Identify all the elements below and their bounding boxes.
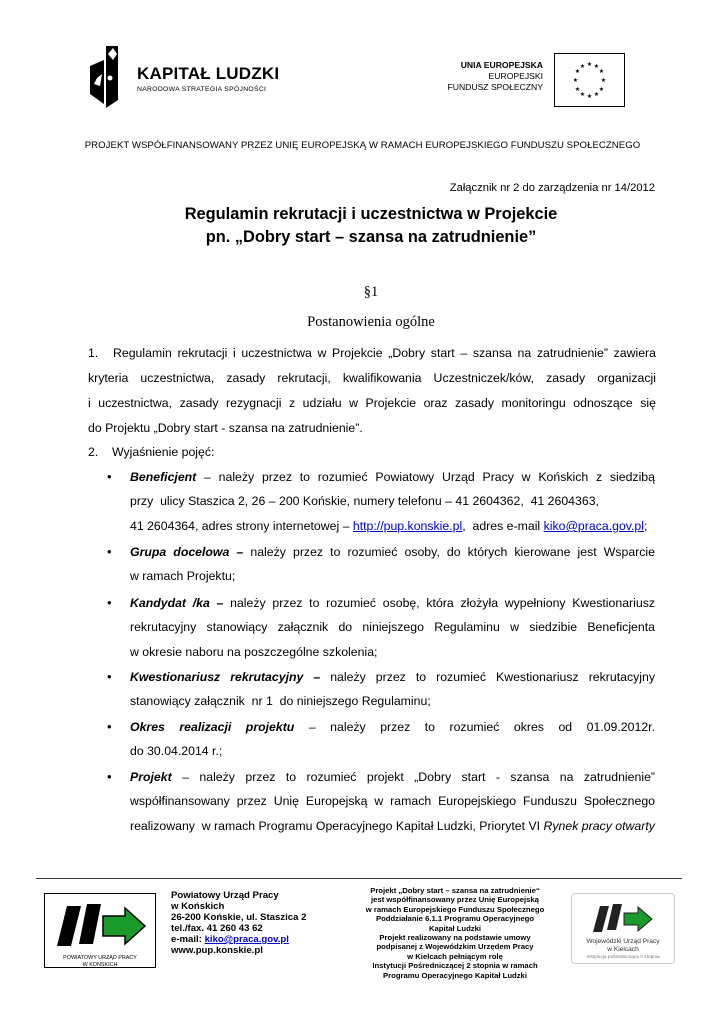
definition-text: ; bbox=[644, 519, 648, 533]
kapital-ludzki-title: KAPITAŁ LUDZKI bbox=[137, 64, 280, 83]
item-1-line: Regulamin rekrutacji i uczestnictwa w Projekcie „Dobry start – szansa na zatrudnienie” zawiera bbox=[113, 346, 656, 360]
definition-term: Projekt bbox=[130, 770, 172, 784]
definition-text: w ramach Projektu; bbox=[130, 569, 236, 583]
wup-text: w Kielcach bbox=[607, 946, 639, 953]
definition-term: Okres realizacji projektu bbox=[130, 720, 295, 734]
project-info-line: Kapitał Ludzki bbox=[428, 923, 482, 933]
definition-text: w okresie naboru na poszczególne szkolenia; bbox=[130, 645, 378, 659]
svg-text:★: ★ bbox=[572, 77, 579, 84]
definition-text: należy przez to rozumieć osobę, która złożyła wypełniony Kwestionariusz bbox=[223, 596, 655, 610]
project-info-line: jest współfinansowany przez Unię Europejską bbox=[371, 895, 539, 905]
project-info-line: Poddziałanie 6.1.1 Programu Operacyjnego bbox=[375, 914, 535, 924]
bullet-icon: • bbox=[107, 669, 112, 684]
address-line: Powiatowy Urząd Pracy bbox=[171, 890, 279, 901]
eu-fund-label bbox=[446, 60, 543, 93]
svg-text:★: ★ bbox=[586, 61, 593, 68]
pup-logo bbox=[44, 893, 156, 968]
address-line: w Końskich bbox=[171, 901, 225, 912]
item-1-line: do Projektu „Dobry start - szansa na zatrudnienie”. bbox=[88, 421, 363, 435]
wup-caption bbox=[572, 938, 674, 962]
definition-beneficjent-contact bbox=[130, 519, 647, 533]
svg-text:★: ★ bbox=[586, 93, 593, 100]
document-title-line2: pn. „Dobry start – szansa na zatrudnienie” bbox=[205, 228, 537, 246]
bullet-icon: • bbox=[107, 719, 112, 734]
item-1-line: kryteria uczestnictwa, zasady rekrutacji, kwalifikowania Uczestniczek/ków, zasady organizacji bbox=[88, 371, 656, 385]
pup-address bbox=[171, 890, 306, 956]
definition-projekt-line3 bbox=[130, 819, 655, 833]
project-info-line: w Kielcach pełniącym rolę bbox=[407, 951, 503, 961]
definition-text: 41 2604364, adres strony internetowej – bbox=[130, 519, 353, 533]
bullet-icon: • bbox=[107, 595, 112, 610]
definition-projekt bbox=[130, 770, 655, 784]
pup-arrows-icon bbox=[53, 900, 149, 952]
annex-note: Załącznik nr 2 do zarządzenia nr 14/2012 bbox=[449, 182, 655, 194]
wup-logo bbox=[571, 893, 675, 964]
footer-email-link[interactable]: kiko@praca.gov.pl bbox=[204, 934, 289, 945]
project-info-line: Programu Operacyjnego Kapitał Ludzki bbox=[383, 970, 527, 980]
email-link[interactable]: kiko@praca.gov.pl bbox=[543, 519, 645, 533]
svg-text:★: ★ bbox=[593, 63, 600, 70]
definition-text: – należy przez to rozumieć okres od 01.09.2012r. bbox=[294, 720, 655, 734]
cofinancing-statement: PROJEKT WSPÓŁFINANSOWANY PRZEZ UNIĘ EUROPEJSKĄ W RAMACH EUROPEJSKIEGO FUNDUSZU SPOŁECZNEGO bbox=[84, 140, 641, 151]
definition-text: przy ulicy Staszica 2, 26 – 200 Końskie, numery telefonu – 41 2604362, 41 2604363, bbox=[130, 494, 599, 508]
item-2-number: 2. bbox=[88, 445, 99, 459]
definition-grupa-docelowa bbox=[130, 545, 655, 559]
definition-text: – należy przez to rozumieć Powiatowy Urząd Pracy w Końskich z siedzibą bbox=[196, 470, 655, 484]
definition-beneficjent bbox=[130, 470, 655, 484]
paragraph-symbol: §1 bbox=[363, 284, 379, 300]
bullet-icon: • bbox=[107, 544, 112, 559]
bullet-icon: • bbox=[107, 769, 112, 784]
pup-logo-caption bbox=[45, 955, 155, 968]
definition-text-italic: Rynek pracy otwarty bbox=[543, 819, 655, 833]
eu-label-line2: EUROPEJSKI bbox=[488, 71, 543, 81]
svg-text:★: ★ bbox=[579, 91, 586, 98]
project-info bbox=[350, 886, 560, 980]
footer-divider bbox=[36, 878, 682, 879]
definition-term: Kwestionariusz rekrutacyjny – bbox=[130, 670, 321, 684]
item-1-line: i uczestnictwa, zasady rezygnacji z udziału w Projekcie oraz zasady monitoringu odnoszące się bbox=[88, 396, 656, 410]
wup-arrows-icon bbox=[590, 902, 656, 936]
section-title: Postanowienia ogólne bbox=[307, 314, 435, 330]
item-2-label: Wyjaśnienie pojęć: bbox=[112, 445, 215, 459]
wup-text: Instytucja pośrednicząca II stopnia bbox=[586, 955, 660, 960]
project-info-line: w ramach Europejskiego Funduszu Społecznego bbox=[365, 904, 545, 914]
definition-term: Beneficjent bbox=[130, 470, 197, 484]
project-info-line: podpisanej z Wojewódzkim Urzędem Pracy bbox=[376, 942, 534, 952]
definition-text: , adres e-mail bbox=[462, 519, 544, 533]
definition-text: realizowany w ramach Programu Operacyjnego Kapitał Ludzki, Priorytet VI bbox=[130, 819, 544, 833]
project-info-line: Instytucji Pośredniczącej 2 stopnia w ramach bbox=[372, 961, 538, 971]
svg-text:★: ★ bbox=[598, 68, 605, 75]
definition-kandydat bbox=[130, 596, 655, 610]
bullet-icon: • bbox=[107, 469, 112, 484]
definition-kwestionariusz bbox=[130, 670, 655, 684]
email-label: e-mail: bbox=[171, 934, 205, 945]
definition-term: Kandydat /ka – bbox=[130, 596, 224, 610]
pup-logo-text: POWIATOWY URZĄD PRACY bbox=[63, 955, 137, 961]
definition-text: do 30.04.2014 r.; bbox=[130, 744, 223, 758]
kapital-ludzki-emblem-icon bbox=[88, 44, 134, 110]
address-line: tel./fax. 41 260 43 62 bbox=[171, 923, 263, 934]
definition-text: należy przez to rozumieć osoby, do których kierowane jest Wsparcie bbox=[243, 545, 655, 559]
svg-text:★: ★ bbox=[593, 91, 600, 98]
address-line: 26-200 Końskie, ul. Staszica 2 bbox=[171, 912, 307, 923]
eu-flag-icon bbox=[554, 53, 625, 107]
definition-text: – należy przez to rozumieć projekt „Dobry start - szansa na zatrudnienie” bbox=[171, 770, 655, 784]
eu-label-line3: FUNDUSZ SPOŁECZNY bbox=[447, 82, 543, 92]
pup-logo-text: W KOŃSKICH bbox=[82, 961, 118, 968]
definition-text: stanowiący załącznik nr 1 do niniejszego Regulaminu; bbox=[130, 694, 431, 708]
svg-text:★: ★ bbox=[579, 63, 586, 70]
website-link[interactable]: http://pup.konskie.pl bbox=[352, 519, 463, 533]
svg-text:★: ★ bbox=[574, 68, 581, 75]
svg-text:★: ★ bbox=[600, 77, 607, 84]
definition-text: należy przez to rozumieć Kwestionariusz rekrutacyjny bbox=[320, 670, 655, 684]
website-line: www.pup.konskie.pl bbox=[171, 945, 263, 956]
svg-text:★: ★ bbox=[598, 86, 605, 93]
definition-term: Grupa docelowa – bbox=[130, 545, 244, 559]
kapital-ludzki-subtitle: NARODOWA STRATEGIA SPÓJNOŚCI bbox=[137, 86, 267, 93]
email-line bbox=[171, 934, 306, 945]
wup-text: Wojewódzki Urząd Pracy bbox=[586, 938, 660, 945]
project-info-line: Projekt realizowany na podstawie umowy bbox=[379, 933, 531, 943]
definition-text: rekrutacyjny stanowiący załącznik do niniejszego Regulaminu w siedzibie Beneficjenta bbox=[130, 620, 655, 634]
svg-text:★: ★ bbox=[574, 86, 581, 93]
definition-okres bbox=[130, 720, 655, 734]
eu-label-line1: UNIA EUROPEJSKA bbox=[460, 60, 543, 70]
project-info-line: Projekt „Dobry start – szansa na zatrudnienie“ bbox=[370, 886, 540, 895]
document-title-line1: Regulamin rekrutacji i uczestnictwa w Projekcie bbox=[184, 205, 558, 223]
definition-text: współfinansowany przez Unię Europejską w ramach Europejskiego Funduszu Społecznego bbox=[130, 794, 655, 808]
item-1-number: 1. bbox=[88, 346, 99, 360]
